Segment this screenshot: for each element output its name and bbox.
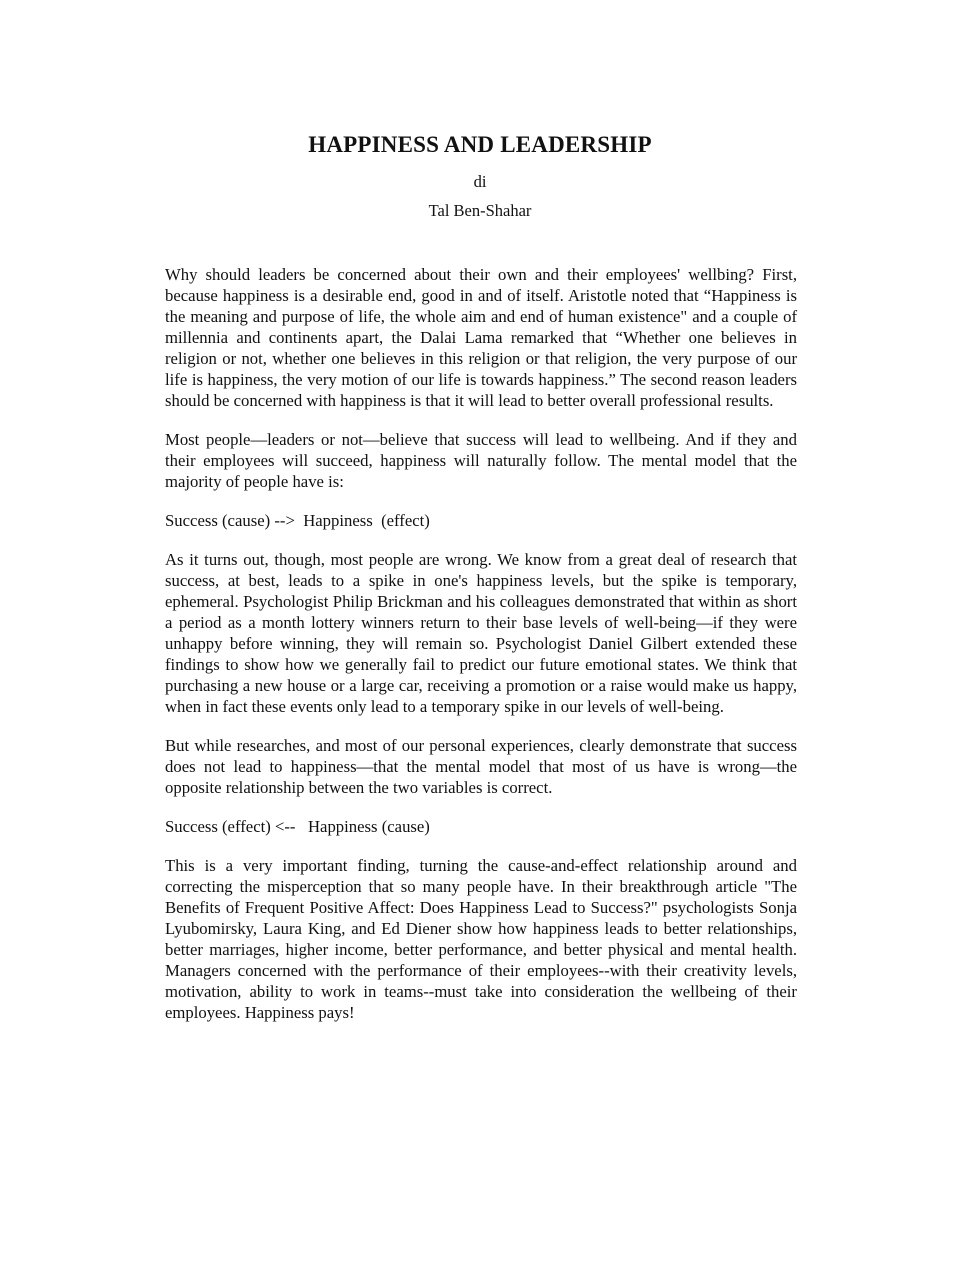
formula-success-causes-happiness: Success (cause) --> Happiness (effect) (165, 511, 430, 530)
paragraph-research: As it turns out, though, most people are wrong. We know from a great deal of research that success, at best, leads to a spike in one's happiness levels, but the spike is temporary, ephemeral. Psychologist Philip Brickman and his colleagues demonstrated that within as short a period as a month lottery winners return to their base levels of well-being—if they were unhappy before winning, they will remain so. Psychologist Daniel Gilbert extended these findings to show how we generally fail to predict our future emotional states. We think that purchasing a new house or a large car, receiving a promotion or a raise would make us happy, when in fact these events only lead to a temporary spike in our levels of well-being. (165, 550, 797, 716)
paragraph-why-leaders: Why should leaders be concerned about their own and their employees' wellbing? First, because happiness is a desirable end, good in and of itself. Aristotle noted that “Happiness is the meaning and purpose of life, the whole aim and end of human existence" and a couple of millennia and continents apart, the Dalai Lama remarked that “Whether one believes in religion or not, whether one believes in this religion or that religion, the very purpose of our life is happiness, the very motion of our life is towards happiness.” The second reason leaders should be concerned with happiness is that it will lead to better overall professional results. (165, 265, 797, 410)
paragraph-opposite-relationship: But while researches, and most of our personal experiences, clearly demonstrate that success does not lead to happiness—that the mental model that most of us have is wrong—the opposite relationship between the two variables is correct. (165, 736, 797, 797)
document-title: HAPPINESS AND LEADERSHIP (308, 132, 652, 157)
author-name: Tal Ben-Shahar (428, 201, 532, 220)
byline-di: di (473, 172, 487, 191)
formula-happiness-causes-success: Success (effect) <-- Happiness (cause) (165, 817, 430, 836)
paragraph-important-finding: This is a very important finding, turning the cause-and-effect relationship around and correcting the misperception that so many people have. In their breakthrough article "The Benefits of Frequent Positive Affect: Does Happiness Lead to Success?" psychologists Sonja Lyubomirsky, Laura King, and Ed Diener show how happiness leads to better relationships, better marriages, higher income, better performance, and better physical and mental health. Managers concerned with the performance of their employees--with their creativity levels, motivation, ability to work in teams--must take into consideration the wellbeing of their employees. Happiness pays! (165, 856, 797, 1022)
document-body (165, 264, 797, 1041)
paragraph-mental-model: Most people—leaders or not—believe that success will lead to wellbeing. And if they and their employees will succeed, happiness will naturally follow. The mental model that the majority of people have is: (165, 430, 797, 491)
